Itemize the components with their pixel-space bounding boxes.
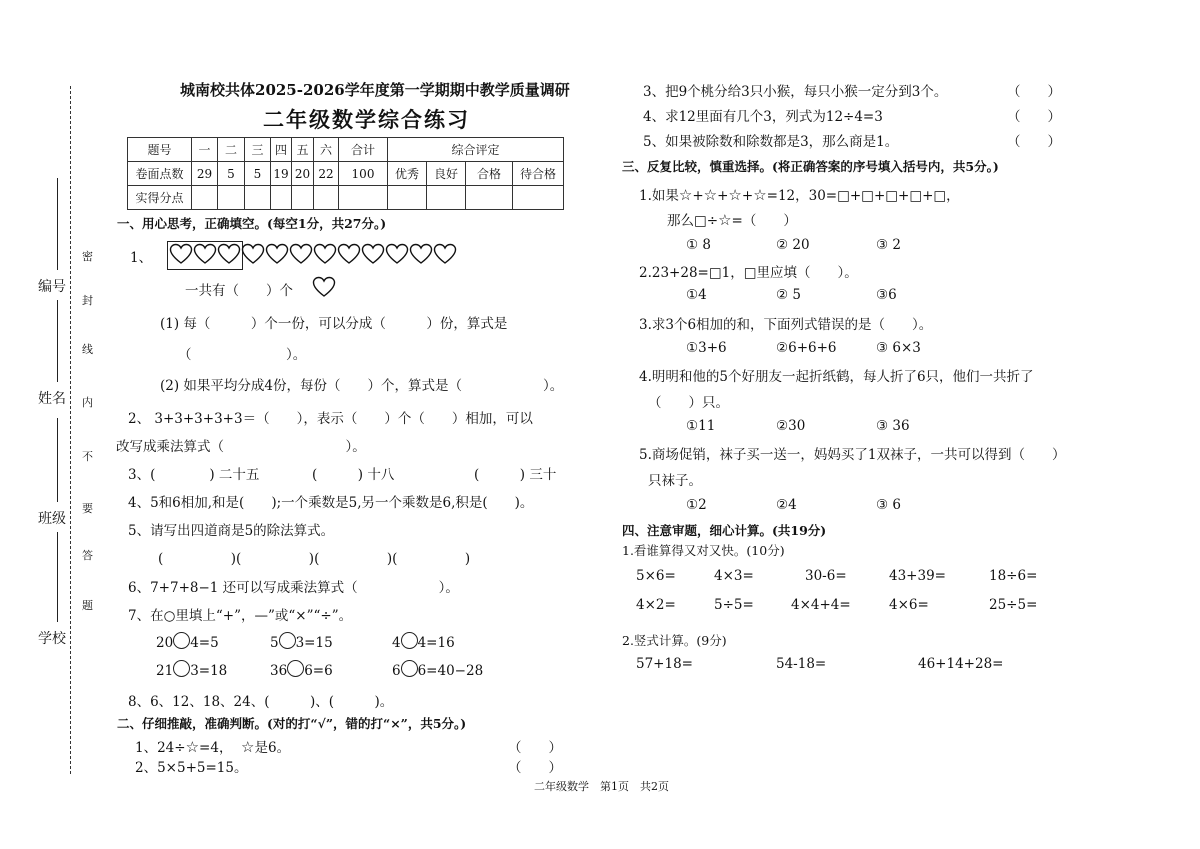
option[interactable]: ②4	[776, 497, 797, 513]
score-cell: 19	[271, 162, 292, 186]
star-icon: ☆	[703, 186, 718, 204]
score-cell: 合计	[339, 138, 388, 162]
score-cell: 100	[339, 162, 388, 186]
q1-number: 1、	[130, 250, 153, 266]
calc-item[interactable]: 4×3=	[714, 568, 754, 584]
judge-item-5: 5、如果被除数和除数都是3，那么商是1。	[643, 134, 899, 150]
vertical-calc-item[interactable]: 46+14+28=	[918, 656, 1004, 672]
q3-item[interactable]: ( ) 三十	[474, 467, 557, 483]
exam-title: 城南校共体2025-2026学年度第一学期期中教学质量调研	[180, 81, 570, 99]
q5: 5、请写出四道商是5的除法算式。	[128, 523, 335, 539]
score-cell: 卷面点数	[128, 162, 192, 186]
score-cell: 22	[314, 162, 339, 186]
exam-subtitle: 二年级数学综合练习	[263, 107, 470, 132]
q1-sub1-line2[interactable]: （ ）。	[178, 347, 307, 363]
q8[interactable]: 8、6、12、18、24、( )、( )。	[128, 694, 394, 710]
calc-item[interactable]: 4×2=	[636, 597, 676, 613]
judge-paren[interactable]: （ ）	[1007, 109, 1061, 125]
option[interactable]: ③ 6×3	[876, 340, 921, 356]
seal-char: 要	[82, 502, 93, 515]
section-2-heading: 二、仔细推敲，准确判断。(对的打“√”，错的打“×”，共5分。)	[117, 716, 467, 731]
heart-icon	[217, 243, 241, 265]
circle-blank[interactable]	[287, 660, 304, 677]
seal-char: 不	[82, 450, 93, 463]
judge-item-1: 1、24÷☆=4， ☆是6。	[135, 738, 291, 756]
score-cell: 5	[245, 162, 271, 186]
score-cell: 四	[271, 138, 292, 162]
section-4-heading: 四、注意审题，细心计算。(共19分)	[622, 523, 827, 538]
circle-blank[interactable]	[279, 632, 296, 649]
q1-sub1-line1[interactable]: (1) 每（ ）个一份，可以分成（ ）份，算式是	[160, 316, 508, 332]
label-number: 编号	[38, 279, 66, 295]
score-input[interactable]	[192, 186, 218, 210]
score-cell: 20	[292, 162, 314, 186]
option[interactable]: ③6	[876, 287, 897, 303]
option[interactable]: ①3+6	[686, 340, 727, 356]
q3-item[interactable]: ( ) 十八	[312, 467, 395, 483]
seal-char: 封	[82, 294, 93, 307]
heart-icon	[312, 276, 336, 298]
seal-char: 题	[82, 599, 93, 612]
score-cell: 题号	[128, 138, 192, 162]
judge-paren[interactable]: （ ）	[508, 760, 562, 776]
score-input[interactable]	[513, 186, 564, 210]
choice-q5-line2: 只袜子。	[648, 473, 702, 489]
option[interactable]: ①2	[686, 497, 707, 513]
q5-blanks[interactable]: ( )( )( )( )	[158, 551, 471, 567]
choice-q1-line1: 1.如果☆+☆+☆+☆=12，30=□+□+□+□+□，	[639, 186, 960, 204]
score-cell: 五	[292, 138, 314, 162]
star-icon: ☆	[718, 211, 732, 229]
name-write-line[interactable]	[57, 300, 58, 382]
judge-paren[interactable]: （ ）	[1007, 84, 1061, 100]
calc-item[interactable]: 5÷5=	[714, 597, 754, 613]
star-icon: ☆	[678, 186, 693, 204]
circle-blank[interactable]	[401, 660, 418, 677]
score-input[interactable]	[466, 186, 513, 210]
seal-char: 密	[82, 250, 93, 263]
choice-q2[interactable]: 2.23+28=□1，□里应填（ ）。	[639, 265, 858, 281]
q1-sub2[interactable]: (2) 如果平均分成4份，每份（ ）个，算式是（ ）。	[160, 378, 564, 394]
option[interactable]: ③ 6	[876, 497, 901, 513]
calc-part-2: 2.竖式计算。(9分)	[622, 633, 727, 648]
heart-icon	[385, 243, 409, 265]
score-input[interactable]	[339, 186, 388, 210]
option[interactable]: ② 20	[776, 237, 810, 253]
heart-icon	[337, 243, 361, 265]
class-write-line[interactable]	[57, 418, 58, 502]
circle-blank[interactable]	[401, 632, 418, 649]
judge-item-3: 3、把9个桃分给3只小猴，每只小猴一定分到3个。	[643, 84, 948, 100]
q7: 7、在○里填上“+”，—”或“×”“÷”。	[128, 608, 353, 624]
choice-q4-line1: 4.明明和他的5个好朋友一起折纸鹤，每人折了6只，他们一共折了	[639, 369, 1034, 385]
heart-icon	[433, 243, 457, 265]
q7-item: 20 4=5	[156, 632, 219, 651]
score-input[interactable]	[388, 186, 427, 210]
q7-item: 4 4=16	[392, 632, 455, 651]
calc-item[interactable]: 30-6=	[805, 568, 847, 584]
seal-char: 答	[82, 549, 93, 562]
heart-icon	[313, 243, 337, 265]
q6[interactable]: 6、7+7+8−1 还可以写成乘法算式（ ）。	[128, 580, 459, 596]
judge-item-2: 2、5×5+5=15。	[135, 760, 248, 776]
q1-total[interactable]: 一共有（ ）个	[185, 283, 293, 299]
calc-part-1: 1.看谁算得又对又快。(10分)	[622, 543, 785, 558]
q7-item: 6 6=40−28	[392, 660, 483, 679]
score-input[interactable]	[427, 186, 466, 210]
calc-item[interactable]: 25÷5=	[989, 597, 1038, 613]
option[interactable]: ② 5	[776, 287, 801, 303]
score-row-header	[128, 138, 564, 162]
heart-icon	[265, 243, 289, 265]
score-cell: 综合评定	[388, 138, 564, 162]
heart-icon	[193, 243, 217, 265]
judge-paren[interactable]: （ ）	[1007, 134, 1061, 150]
score-table	[127, 137, 564, 210]
circle-blank[interactable]	[173, 632, 190, 649]
option[interactable]: ②6+6+6	[776, 340, 837, 356]
heart-icon	[241, 243, 265, 265]
score-cell: 优秀	[388, 162, 427, 186]
page-footer: 二年级数学 第1页 共2页	[534, 780, 669, 793]
choice-q4-line2[interactable]: （ ）只。	[648, 395, 729, 411]
score-row-points	[128, 162, 564, 186]
circle-blank[interactable]	[173, 660, 190, 677]
score-row-actual	[128, 186, 564, 210]
option[interactable]: ①11	[686, 418, 716, 434]
option[interactable]: ③ 2	[876, 237, 901, 253]
school-write-line[interactable]	[57, 532, 58, 622]
choice-q5-line1[interactable]: 5.商场促销，袜子买一送一，妈妈买了1双袜子，一共可以得到（ ）	[639, 447, 1066, 463]
q3-item[interactable]: 3、( ) 二十五	[128, 467, 260, 483]
star-icon: ☆	[185, 738, 200, 756]
seal-char: 内	[82, 396, 93, 409]
seal-char: 线	[82, 343, 93, 356]
score-cell: 三	[245, 138, 271, 162]
score-cell: 六	[314, 138, 339, 162]
q7-item: 36 6=6	[270, 660, 333, 679]
option[interactable]: ③ 36	[876, 418, 910, 434]
heart-icon	[361, 243, 385, 265]
choice-q3[interactable]: 3.求3个6相加的和，下面列式错误的是（ ）。	[639, 317, 933, 333]
calc-item[interactable]: 5×6=	[636, 568, 676, 584]
score-cell: 5	[218, 162, 245, 186]
calc-item[interactable]: 4×4+4=	[791, 597, 851, 613]
calc-item[interactable]: 4×6=	[889, 597, 929, 613]
option[interactable]: ②30	[776, 418, 806, 434]
calc-item[interactable]: 18÷6=	[989, 568, 1038, 584]
heart-icon	[409, 243, 433, 265]
judge-item-4: 4、求12里面有几个3，列式为12÷4=3	[643, 109, 883, 125]
choice-q1-line2[interactable]: 那么□÷☆=（ ）	[667, 211, 797, 229]
score-input[interactable]	[314, 186, 339, 210]
label-school: 学校	[38, 631, 66, 647]
vertical-calc-item[interactable]: 57+18=	[636, 656, 693, 672]
section-1-heading: 一、用心思考，正确填空。(每空1分，共27分。)	[117, 216, 387, 231]
option[interactable]: ① 8	[686, 237, 711, 253]
q7-item: 21 3=18	[156, 660, 227, 679]
vertical-calc-item[interactable]: 54-18=	[776, 656, 827, 672]
score-cell: 一	[192, 138, 218, 162]
score-cell: 待合格	[513, 162, 564, 186]
score-cell: 29	[192, 162, 218, 186]
label-class: 班级	[38, 511, 66, 527]
score-input[interactable]	[218, 186, 245, 210]
binding-dashed-line	[70, 86, 71, 774]
score-input[interactable]	[271, 186, 292, 210]
q2-line2[interactable]: 改写成乘法算式（ ）。	[116, 439, 366, 455]
heart-icon	[169, 243, 193, 265]
score-cell: 良好	[427, 162, 466, 186]
number-write-line[interactable]	[57, 178, 58, 270]
judge-paren[interactable]: （ ）	[508, 740, 562, 756]
q2-line1[interactable]: 2、 3+3+3+3+3＝（ ），表示（ ）个（ ）相加，可以	[128, 411, 533, 427]
section-3-heading: 三、反复比较，慎重选择。(将正确答案的序号填入括号内，共5分。)	[622, 159, 999, 174]
score-cell: 合格	[466, 162, 513, 186]
star-icon: ☆	[753, 186, 767, 204]
calc-item[interactable]: 43+39=	[889, 568, 946, 584]
star-icon: ☆	[241, 738, 255, 756]
score-input[interactable]	[245, 186, 271, 210]
q4[interactable]: 4、5和6相加,和是( );一个乘数是5,另一个乘数是6,积是( )。	[128, 495, 534, 511]
label-name: 姓名	[38, 391, 66, 407]
score-cell: 实得分点	[128, 186, 192, 210]
q7-item: 5 3=15	[270, 632, 333, 651]
hearts-row	[169, 243, 457, 265]
score-cell: 二	[218, 138, 245, 162]
score-input[interactable]	[292, 186, 314, 210]
heart-icon	[289, 243, 313, 265]
option[interactable]: ①4	[686, 287, 707, 303]
star-icon: ☆	[728, 186, 742, 204]
